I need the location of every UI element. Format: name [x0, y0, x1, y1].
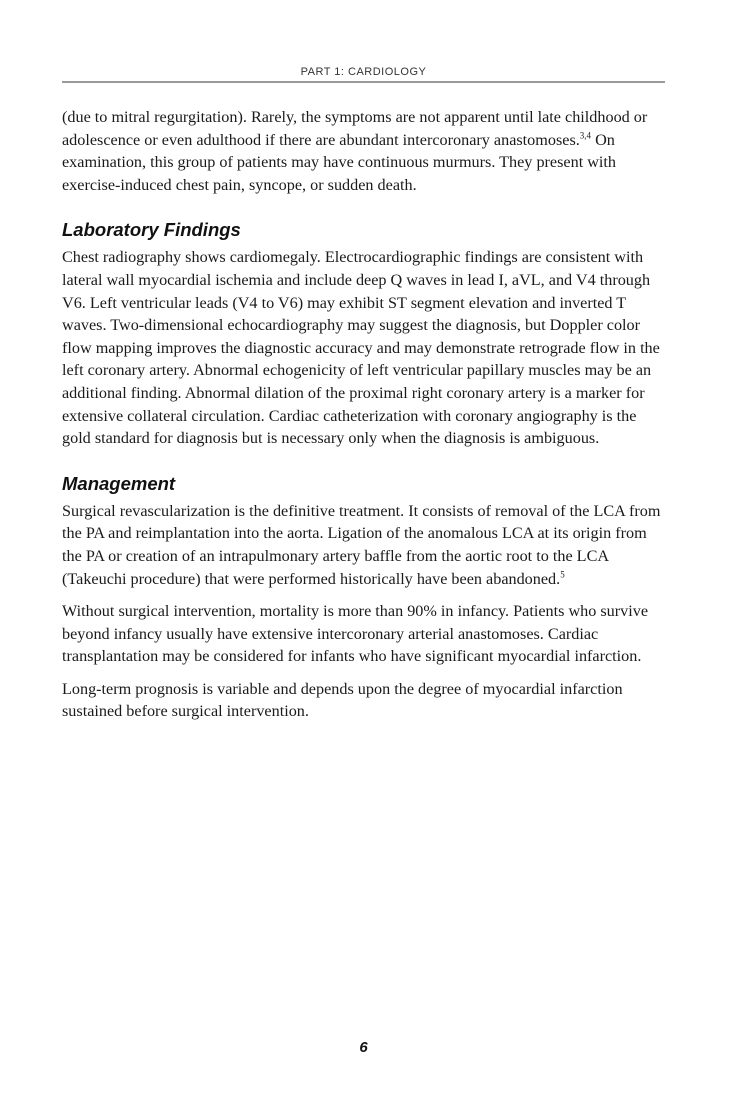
- management-paragraph-2: Without surgical intervention, mortality is more than 90% in infancy. Patients who survive beyond infancy usually have extensive intercoronary arterial anastomoses. Cardiac transplantation may be considered for infants who have significant myocardial infarction.: [62, 602, 649, 666]
- intro-text-part2: On examination, this group of patients may have continuous murmurs. They present with exercise-induced chest pain, syncope, or sudden death.: [62, 130, 617, 194]
- intro-text-part1: (due to mitral regurgitation). Rarely, the symptoms are not apparent until late childhood or adolescence or even adulthood if there are abundant intercoronary anastomoses.: [62, 108, 648, 149]
- intro-paragraph: [62, 106, 662, 196]
- laboratory-paragraph: Chest radiography shows cardiomegaly. Electrocardiographic findings are consistent with lateral wall myocardial ischemia and include deep Q waves in lead I, aVL, and V4 through V6. Left ventricular leads (V4 to V6) may exhibit ST segment elevation and inverted T waves. Two-dimensional echocardiography may suggest the diagnosis, but Doppler color flow mapping improves the diagnostic accuracy and may demonstrate retrograde flow in the left coronary artery. Abnormal echogenicity of left ventricular papillary muscles may be an additional finding. Abnormal dilation of the proximal right coronary artery is a marker for extensive collateral circulation. Cardiac catheterization with coronary angiography is the gold standard for diagnosis but is necessary only when the diagnosis is ambiguous.: [62, 248, 660, 448]
- management-text: Surgical revascularization is the definitive treatment. It consists of removal of the LCA from the PA and reimplantation into the aorta. Ligation of the anomalous LCA at its origin from the PA or creation of an intrapulmonary artery baffle from the aortic root to the LCA (Takeuchi procedure) that were performed historically have been abandoned.: [62, 501, 661, 588]
- page-number: 6: [359, 1039, 368, 1056]
- citation-superscript: 3,4: [579, 130, 592, 141]
- header-rule: [62, 81, 665, 83]
- section-heading-laboratory-findings: Laboratory Findings: [62, 219, 241, 241]
- management-paragraph-1: [62, 500, 662, 590]
- citation-superscript: 5: [560, 569, 565, 580]
- running-head: PART 1: CARDIOLOGY: [300, 66, 427, 78]
- page-body: [62, 106, 662, 723]
- section-heading-management: Management: [62, 472, 176, 494]
- management-paragraph-3: Long-term prognosis is variable and depends upon the degree of myocardial infarction sustained before surgical intervention.: [62, 679, 623, 721]
